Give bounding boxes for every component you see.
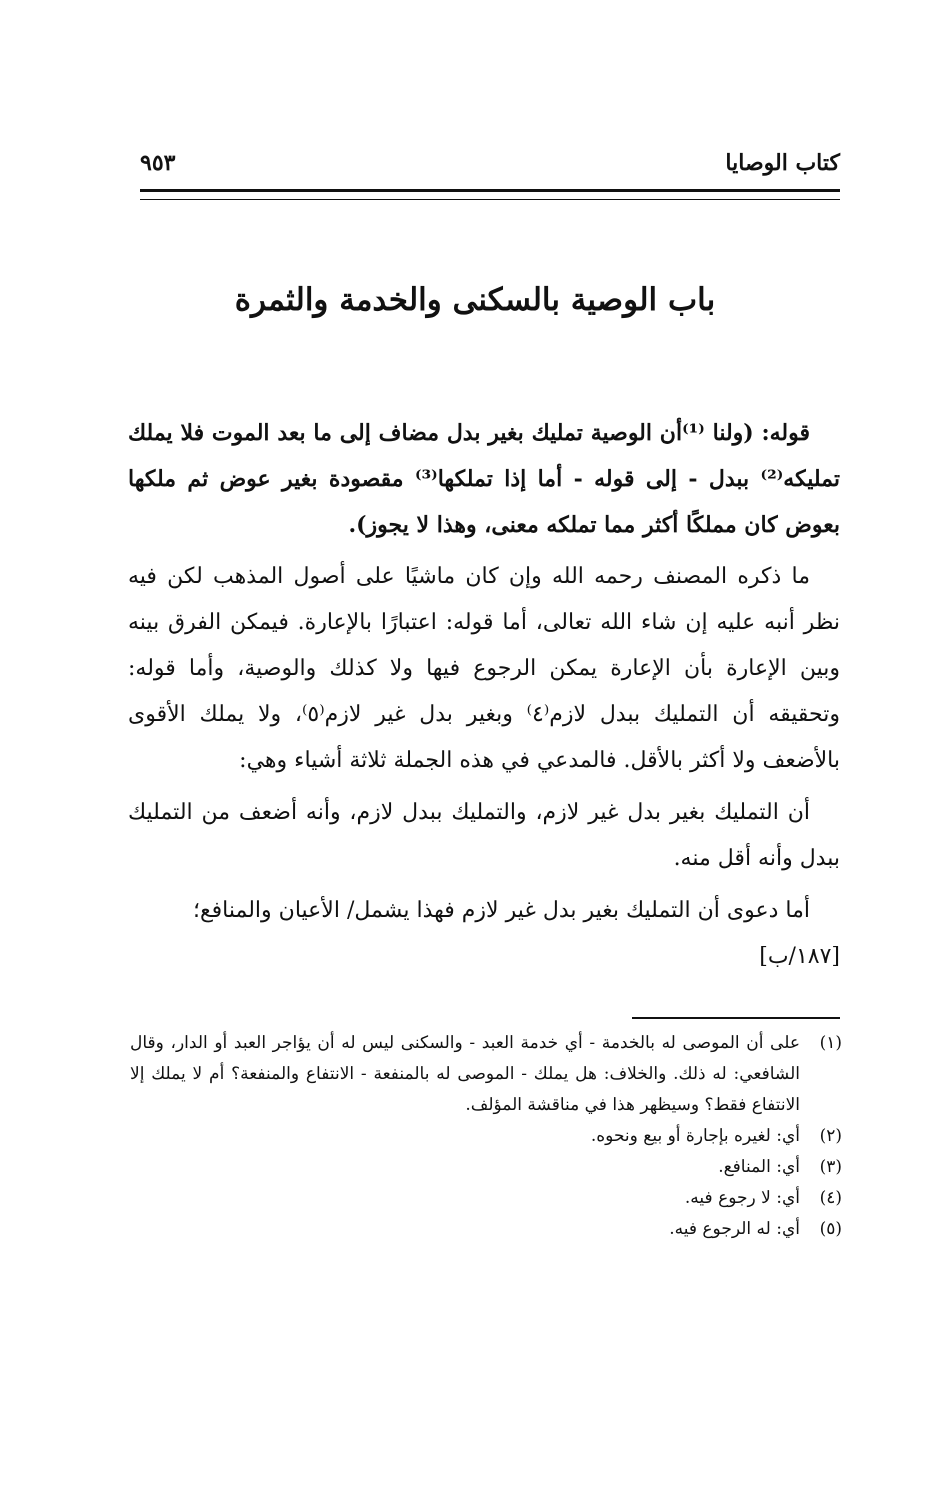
footnote-number: (١) [819, 1033, 842, 1053]
footnote-number: (٣) [819, 1157, 842, 1177]
footnote-text: أي: المنافع. [718, 1157, 800, 1177]
page-number: ٩٥٣ [140, 150, 176, 176]
header-double-rule [140, 189, 840, 200]
manuscript-folio-marker: [١٨٧/ب] [759, 944, 840, 969]
commentary-paragraph: ما ذكره المصنف رحمه الله وإن كان ماشيًا على أصول المذهب لكن فيه نظر أنبه عليه إن شاء الله تعالى، أما قوله: اعتبارًا بالإعارة. فيمكن الفرق بينه وبين الإعارة بأن الإعارة يمكن الرجوع فيها ولا كذلك والوصية، وأما قوله: وتحقيقه أن التمليك ببدل لازم⁽٤⁾ وبغير بدل غير لازم⁽٥⁾، ولا يملك الأقوى بالأضعف ولا أكثر بالأقل. فالمدعي في هذه الجملة ثلاثة أشياء وهي: [128, 564, 840, 773]
footnote-number: (٢) [819, 1126, 842, 1146]
commentary-paragraph: أن التمليك بغير بدل غير لازم، والتمليك ببدل لازم، وأنه أضعف من التمليك ببدل وأنه أقل منه. [128, 800, 840, 871]
main-text [128, 410, 840, 986]
commentary-text: أما دعوى أن التمليك بغير بدل غير لازم فهذا يشمل/ الأعيان والمنافع؛ [192, 898, 810, 923]
footnotes [130, 1028, 842, 1245]
footnote-text: أي: لا رجوع فيه. [684, 1188, 800, 1208]
chapter-title: باب الوصية بالسكنى والخدمة والثمرة [234, 282, 716, 318]
footnote [130, 1152, 842, 1183]
footnote-text: أي: لغيره بإجارة أو بيع ونحوه. [590, 1126, 800, 1146]
footnote-number: (٤) [819, 1188, 842, 1208]
footnote [130, 1214, 842, 1245]
running-head [140, 150, 840, 186]
footnote-number: (٥) [819, 1219, 842, 1239]
footnote [130, 1183, 842, 1214]
footnote [130, 1121, 842, 1152]
commentary-paragraph [128, 888, 840, 980]
footnote-text: أي: له الرجوع فيه. [669, 1219, 800, 1239]
footnote-text: على أن الموصى له بالخدمة - أي خدمة العبد - والسكنى ليس له أن يؤاجر العبد أو الدار، وقال الشافعي: له ذلك. والخلاف: هل يملك - الموصى له بالمنفعة - الانتفاع والمنفعة؟ أم لا يملك إلا الانتفاع فقط؟ وسيظهر هذا في مناقشة المؤلف. [130, 1033, 800, 1115]
quoted-passage: قوله: (ولنا ⁽¹⁾أن الوصية تمليك بغير بدل مضاف إلى ما بعد الموت فلا يملك تمليكه⁽²⁾ ببدل - إلى قوله - أما إذا تملكها⁽³⁾ مقصودة بغير عوض ثم ملكها بعوض كان مملكًا أكثر مما تملكه معنى، وهذا لا يجوز). [128, 420, 840, 538]
footnote-separator [632, 1017, 840, 1019]
running-title: كتاب الوصايا [725, 150, 840, 176]
footnote [130, 1028, 842, 1121]
